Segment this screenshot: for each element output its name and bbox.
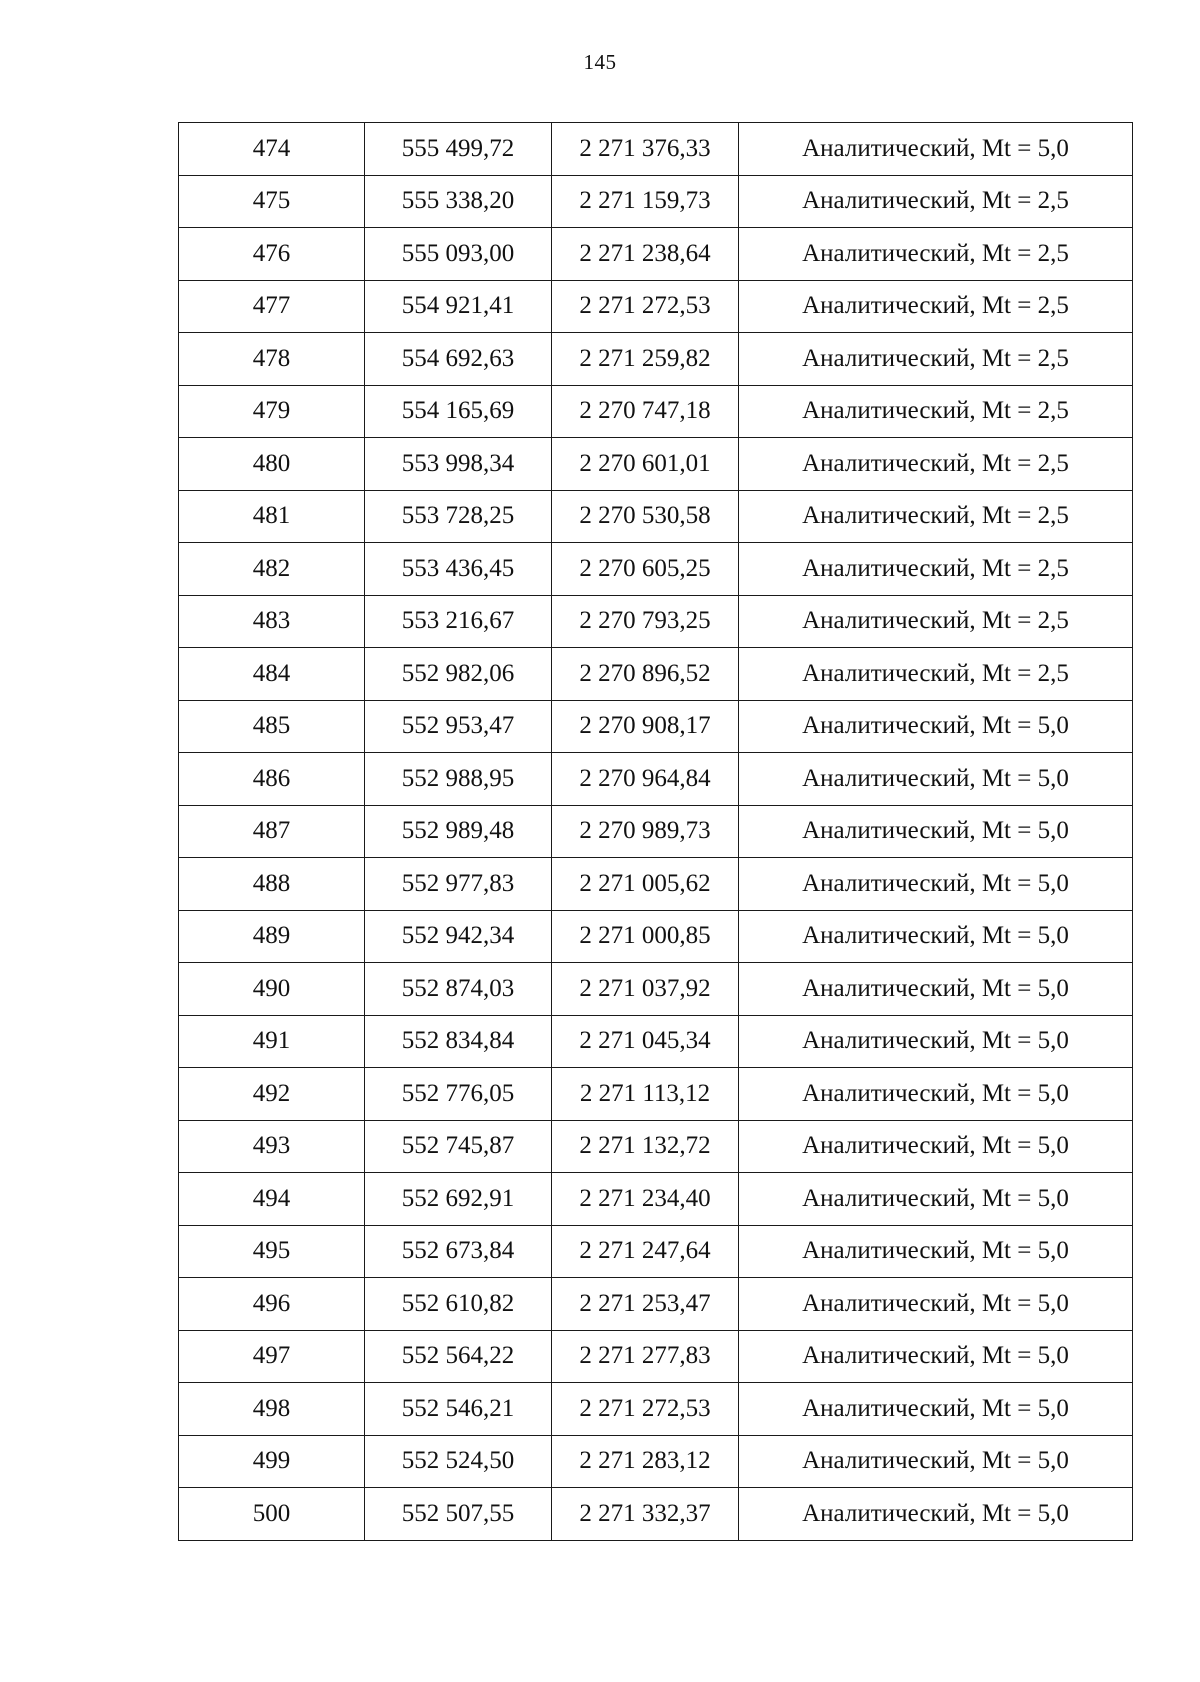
y-coordinate-cell: 2 270 908,17 <box>552 700 739 753</box>
point-number-cell: 484 <box>179 648 365 701</box>
method-cell: Аналитический, Mt = 2,5 <box>739 333 1133 386</box>
x-coordinate-cell: 552 874,03 <box>365 963 552 1016</box>
point-number-cell: 481 <box>179 490 365 543</box>
x-coordinate-cell: 555 499,72 <box>365 123 552 176</box>
point-number-cell: 500 <box>179 1488 365 1541</box>
method-cell: Аналитический, Mt = 5,0 <box>739 910 1133 963</box>
method-cell: Аналитический, Mt = 2,5 <box>739 175 1133 228</box>
method-cell: Аналитический, Mt = 2,5 <box>739 490 1133 543</box>
point-number-cell: 480 <box>179 438 365 491</box>
y-coordinate-cell: 2 271 247,64 <box>552 1225 739 1278</box>
method-cell: Аналитический, Mt = 5,0 <box>739 1173 1133 1226</box>
table-row <box>179 438 1133 491</box>
y-coordinate-cell: 2 270 601,01 <box>552 438 739 491</box>
x-coordinate-cell: 552 745,87 <box>365 1120 552 1173</box>
table-row <box>179 963 1133 1016</box>
y-coordinate-cell: 2 270 964,84 <box>552 753 739 806</box>
point-number-cell: 491 <box>179 1015 365 1068</box>
method-cell: Аналитический, Mt = 5,0 <box>739 1068 1133 1121</box>
point-number-cell: 494 <box>179 1173 365 1226</box>
point-number-cell: 490 <box>179 963 365 1016</box>
y-coordinate-cell: 2 271 005,62 <box>552 858 739 911</box>
method-cell: Аналитический, Mt = 2,5 <box>739 385 1133 438</box>
method-cell: Аналитический, Mt = 5,0 <box>739 753 1133 806</box>
x-coordinate-cell: 552 834,84 <box>365 1015 552 1068</box>
x-coordinate-cell: 552 953,47 <box>365 700 552 753</box>
method-cell: Аналитический, Mt = 5,0 <box>739 700 1133 753</box>
x-coordinate-cell: 553 436,45 <box>365 543 552 596</box>
table-row <box>179 123 1133 176</box>
table-row <box>179 1068 1133 1121</box>
x-coordinate-cell: 552 564,22 <box>365 1330 552 1383</box>
x-coordinate-cell: 553 728,25 <box>365 490 552 543</box>
table-row <box>179 228 1133 281</box>
point-number-cell: 482 <box>179 543 365 596</box>
x-coordinate-cell: 552 692,91 <box>365 1173 552 1226</box>
table-row <box>179 1330 1133 1383</box>
point-number-cell: 498 <box>179 1383 365 1436</box>
method-cell: Аналитический, Mt = 5,0 <box>739 1120 1133 1173</box>
table-row <box>179 1015 1133 1068</box>
x-coordinate-cell: 552 942,34 <box>365 910 552 963</box>
method-cell: Аналитический, Mt = 2,5 <box>739 228 1133 281</box>
y-coordinate-cell: 2 270 793,25 <box>552 595 739 648</box>
point-number-cell: 487 <box>179 805 365 858</box>
table-row <box>179 753 1133 806</box>
point-number-cell: 485 <box>179 700 365 753</box>
table-row <box>179 333 1133 386</box>
point-number-cell: 478 <box>179 333 365 386</box>
point-number-cell: 477 <box>179 280 365 333</box>
table-row <box>179 805 1133 858</box>
x-coordinate-cell: 554 165,69 <box>365 385 552 438</box>
y-coordinate-cell: 2 271 277,83 <box>552 1330 739 1383</box>
y-coordinate-cell: 2 270 896,52 <box>552 648 739 701</box>
y-coordinate-cell: 2 271 132,72 <box>552 1120 739 1173</box>
point-number-cell: 479 <box>179 385 365 438</box>
x-coordinate-cell: 552 673,84 <box>365 1225 552 1278</box>
point-number-cell: 499 <box>179 1435 365 1488</box>
y-coordinate-cell: 2 270 530,58 <box>552 490 739 543</box>
x-coordinate-cell: 552 524,50 <box>365 1435 552 1488</box>
x-coordinate-cell: 552 610,82 <box>365 1278 552 1331</box>
method-cell: Аналитический, Mt = 5,0 <box>739 1488 1133 1541</box>
point-number-cell: 475 <box>179 175 365 228</box>
y-coordinate-cell: 2 271 272,53 <box>552 1383 739 1436</box>
method-cell: Аналитический, Mt = 5,0 <box>739 123 1133 176</box>
y-coordinate-cell: 2 271 045,34 <box>552 1015 739 1068</box>
x-coordinate-cell: 552 776,05 <box>365 1068 552 1121</box>
table-row <box>179 595 1133 648</box>
point-number-cell: 489 <box>179 910 365 963</box>
x-coordinate-cell: 552 982,06 <box>365 648 552 701</box>
method-cell: Аналитический, Mt = 2,5 <box>739 438 1133 491</box>
y-coordinate-cell: 2 270 747,18 <box>552 385 739 438</box>
y-coordinate-cell: 2 271 376,33 <box>552 123 739 176</box>
point-number-cell: 476 <box>179 228 365 281</box>
table-row <box>179 1120 1133 1173</box>
y-coordinate-cell: 2 271 159,73 <box>552 175 739 228</box>
point-number-cell: 486 <box>179 753 365 806</box>
x-coordinate-cell: 554 692,63 <box>365 333 552 386</box>
method-cell: Аналитический, Mt = 2,5 <box>739 648 1133 701</box>
table-row <box>179 648 1133 701</box>
y-coordinate-cell: 2 270 989,73 <box>552 805 739 858</box>
table-row <box>179 858 1133 911</box>
table-row <box>179 175 1133 228</box>
method-cell: Аналитический, Mt = 5,0 <box>739 1225 1133 1278</box>
x-coordinate-cell: 555 093,00 <box>365 228 552 281</box>
table-row <box>179 910 1133 963</box>
method-cell: Аналитический, Mt = 5,0 <box>739 963 1133 1016</box>
x-coordinate-cell: 552 989,48 <box>365 805 552 858</box>
table-row <box>179 280 1133 333</box>
point-number-cell: 495 <box>179 1225 365 1278</box>
point-number-cell: 492 <box>179 1068 365 1121</box>
method-cell: Аналитический, Mt = 2,5 <box>739 595 1133 648</box>
method-cell: Аналитический, Mt = 5,0 <box>739 1278 1133 1331</box>
table-row <box>179 490 1133 543</box>
x-coordinate-cell: 554 921,41 <box>365 280 552 333</box>
point-number-cell: 474 <box>179 123 365 176</box>
table-row <box>179 543 1133 596</box>
y-coordinate-cell: 2 271 283,12 <box>552 1435 739 1488</box>
method-cell: Аналитический, Mt = 5,0 <box>739 1015 1133 1068</box>
method-cell: Аналитический, Mt = 5,0 <box>739 1330 1133 1383</box>
method-cell: Аналитический, Mt = 2,5 <box>739 543 1133 596</box>
page-number: 145 <box>583 50 617 74</box>
point-number-cell: 488 <box>179 858 365 911</box>
table-row <box>179 1173 1133 1226</box>
point-number-cell: 497 <box>179 1330 365 1383</box>
y-coordinate-cell: 2 271 234,40 <box>552 1173 739 1226</box>
table-row <box>179 1225 1133 1278</box>
y-coordinate-cell: 2 271 259,82 <box>552 333 739 386</box>
y-coordinate-cell: 2 271 272,53 <box>552 280 739 333</box>
method-cell: Аналитический, Mt = 5,0 <box>739 1435 1133 1488</box>
table-row <box>179 1383 1133 1436</box>
point-number-cell: 483 <box>179 595 365 648</box>
x-coordinate-cell: 552 507,55 <box>365 1488 552 1541</box>
table-row <box>179 1488 1133 1541</box>
x-coordinate-cell: 555 338,20 <box>365 175 552 228</box>
method-cell: Аналитический, Mt = 5,0 <box>739 1383 1133 1436</box>
y-coordinate-cell: 2 271 332,37 <box>552 1488 739 1541</box>
table-row <box>179 1278 1133 1331</box>
table-row <box>179 700 1133 753</box>
y-coordinate-cell: 2 270 605,25 <box>552 543 739 596</box>
y-coordinate-cell: 2 271 037,92 <box>552 963 739 1016</box>
y-coordinate-cell: 2 271 113,12 <box>552 1068 739 1121</box>
x-coordinate-cell: 553 216,67 <box>365 595 552 648</box>
x-coordinate-cell: 553 998,34 <box>365 438 552 491</box>
x-coordinate-cell: 552 988,95 <box>365 753 552 806</box>
point-number-cell: 493 <box>179 1120 365 1173</box>
x-coordinate-cell: 552 977,83 <box>365 858 552 911</box>
coordinates-table <box>178 122 1133 1541</box>
y-coordinate-cell: 2 271 253,47 <box>552 1278 739 1331</box>
method-cell: Аналитический, Mt = 2,5 <box>739 280 1133 333</box>
y-coordinate-cell: 2 271 238,64 <box>552 228 739 281</box>
table-body <box>179 123 1133 1541</box>
y-coordinate-cell: 2 271 000,85 <box>552 910 739 963</box>
method-cell: Аналитический, Mt = 5,0 <box>739 805 1133 858</box>
table-row <box>179 385 1133 438</box>
x-coordinate-cell: 552 546,21 <box>365 1383 552 1436</box>
table-row <box>179 1435 1133 1488</box>
point-number-cell: 496 <box>179 1278 365 1331</box>
method-cell: Аналитический, Mt = 5,0 <box>739 858 1133 911</box>
